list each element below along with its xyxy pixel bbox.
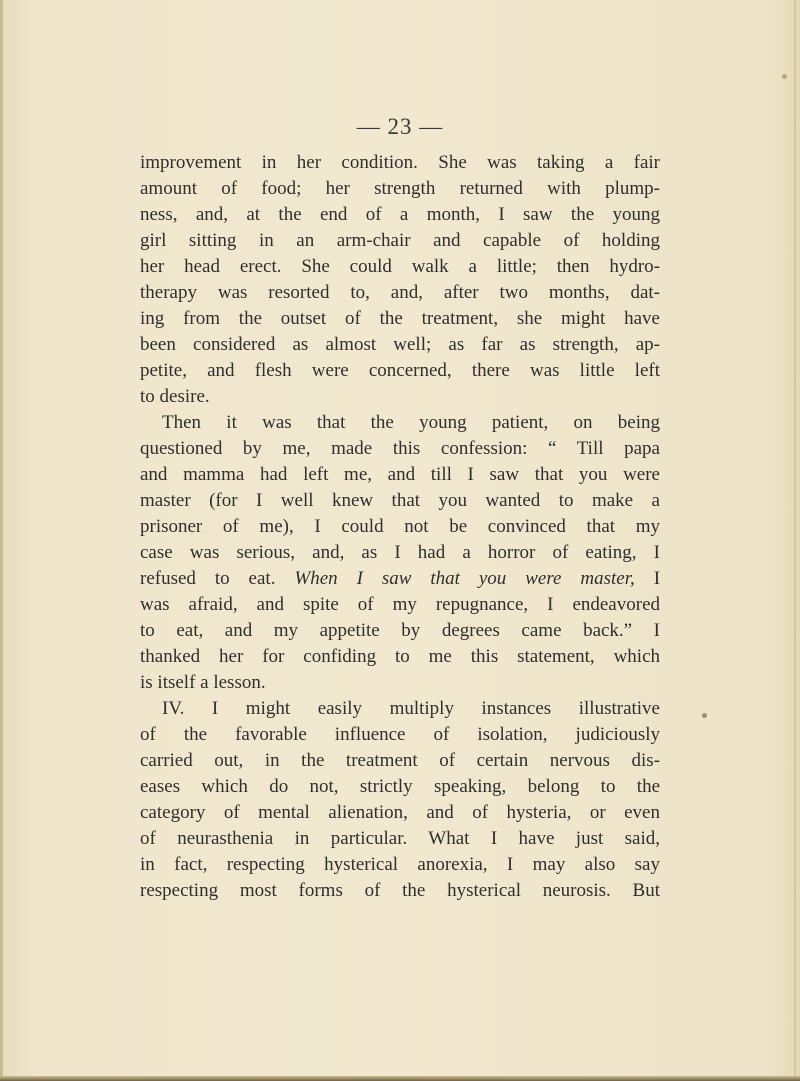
paper-speck <box>782 74 787 79</box>
text-line: case was serious, and, as I had a horror of eating, I <box>140 542 660 563</box>
text-line: prisoner of me), I could not be convinced that my <box>140 516 660 537</box>
text-line: improvement in her condition. She was taking a fair <box>140 152 660 173</box>
text-line: petite, and flesh were concerned, there was little left <box>140 360 660 381</box>
text-line: master (for I well knew that you wanted to make a <box>140 490 660 511</box>
text-line: of neurasthenia in particular. What I have just said, <box>140 828 660 849</box>
body-text <box>140 150 660 904</box>
text-line: in fact, respecting hysterical anorexia, I may also say <box>140 854 660 875</box>
page-bottom-edge <box>0 1076 800 1081</box>
text-line: therapy was resorted to, and, after two months, dat- <box>140 282 660 303</box>
text-line: Then it was that the young patient, on being <box>162 412 660 433</box>
paper-speck <box>702 713 707 718</box>
italic-quote: When I saw that you were master, <box>294 568 635 589</box>
text-line: ing from the outset of the treatment, she might have <box>140 308 660 329</box>
text-line: is itself a lesson. <box>140 672 266 693</box>
text-line: girl sitting in an arm-chair and capable of holding <box>140 230 660 251</box>
page-left-edge <box>0 0 3 1081</box>
text-line: ness, and, at the end of a month, I saw the young <box>140 204 660 225</box>
text-line: thanked her for confiding to me this statement, which <box>140 646 660 667</box>
text-segment: I <box>653 568 661 589</box>
text-line: of the favorable influence of isolation, judiciously <box>140 724 660 745</box>
text-line: eases which do not, strictly speaking, belong to the <box>140 776 660 797</box>
text-line: been considered as almost well; as far as strength, ap- <box>140 334 660 355</box>
text-line: questioned by me, made this confession: “ Till papa <box>140 438 660 459</box>
text-line: respecting most forms of the hysterical neurosis. But <box>140 880 660 901</box>
text-line: amount of food; her strength returned with plump- <box>140 178 660 199</box>
text-segment: refused to eat. <box>140 568 276 589</box>
page-right-edge <box>794 0 796 1081</box>
text-line: to eat, and my appetite by degrees came back.” I <box>140 620 660 641</box>
text-line: category of mental alienation, and of hysteria, or even <box>140 802 660 823</box>
text-line: carried out, in the treatment of certain nervous dis- <box>140 750 660 771</box>
text-line-mixed <box>140 566 660 592</box>
text-line: IV. I might easily multiply instances illustrative <box>162 698 660 719</box>
text-line: was afraid, and spite of my repugnance, I endeavored <box>140 594 660 615</box>
page-number: — 23 — <box>356 114 444 139</box>
text-line: and mamma had left me, and till I saw that you were <box>140 464 660 485</box>
text-line: to desire. <box>140 386 210 407</box>
text-line: her head erect. She could walk a little; then hydro- <box>140 256 660 277</box>
